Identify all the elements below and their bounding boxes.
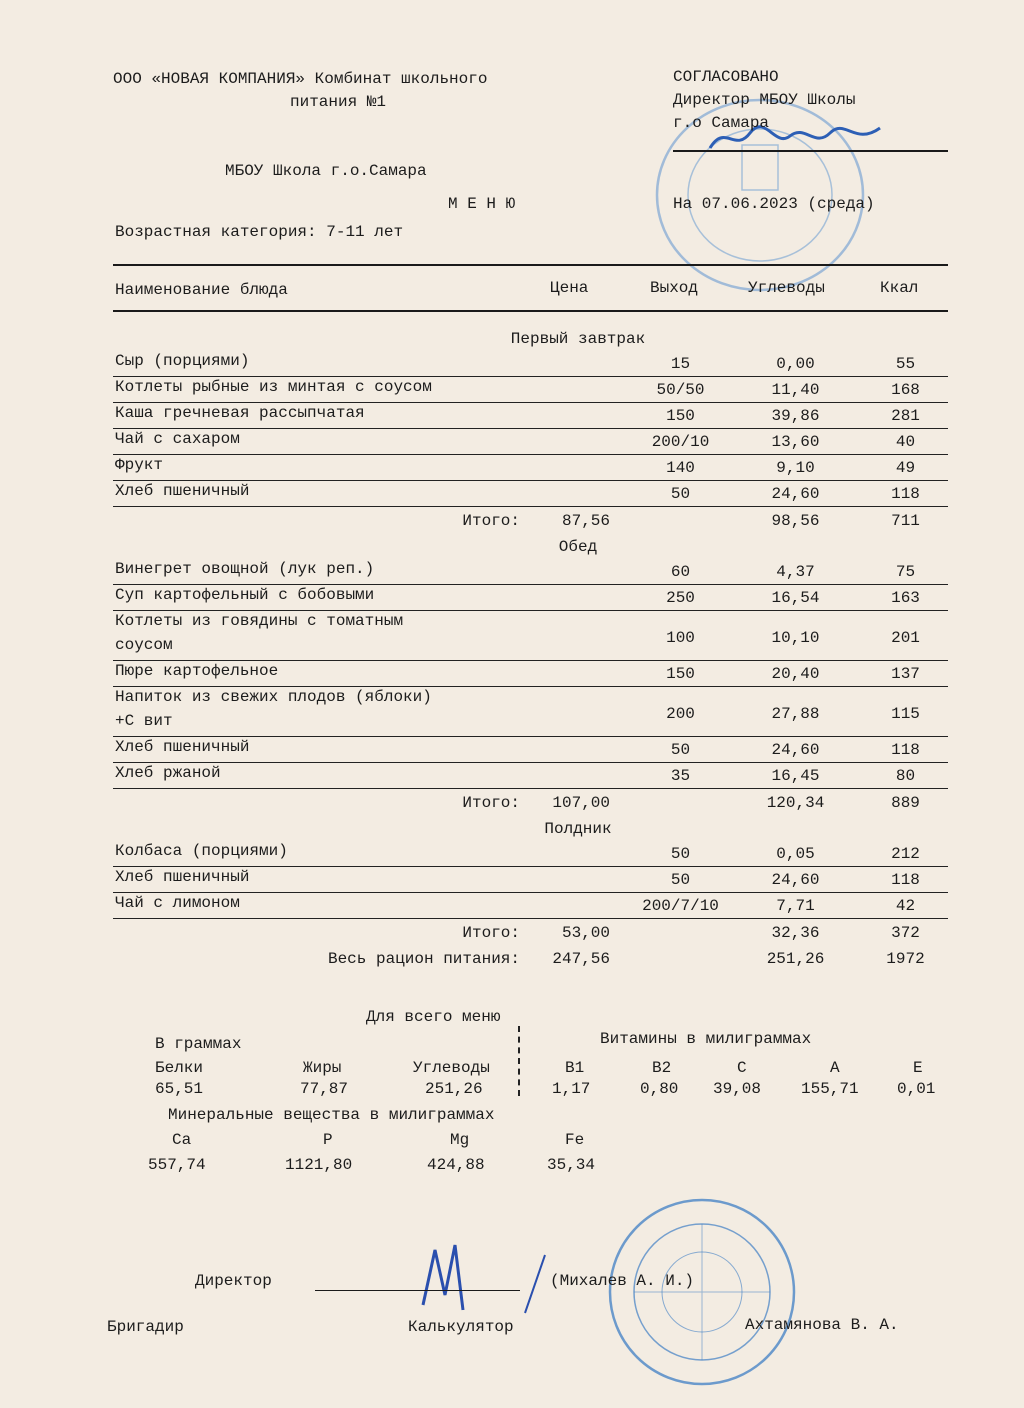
age-category: Возрастная категория: 7-11 лет: [115, 223, 404, 241]
dish-output: 100: [666, 629, 695, 647]
dish-kcal: 163: [891, 589, 920, 607]
table-row: [113, 559, 948, 585]
brigadier-label: Бригадир: [107, 1318, 184, 1336]
column-header-output: Выход: [650, 279, 699, 297]
section-total-row: [113, 789, 948, 815]
section-title: Полдник: [544, 820, 612, 838]
summary-divider: [518, 1026, 520, 1096]
column-header-name: Наименование блюда: [115, 281, 288, 299]
table-row: [113, 481, 948, 507]
grams-carbs-value: 251,26: [425, 1080, 483, 1098]
dish-carbs: 0,00: [776, 355, 815, 373]
dish-output: 35: [670, 767, 691, 785]
dish-name: Хлеб пшеничный: [115, 482, 250, 500]
vitamin-c-label: C: [737, 1059, 747, 1077]
dish-kcal: 80: [895, 767, 916, 785]
dish-name: Колбаса (порциями): [115, 842, 288, 860]
section-title: Обед: [558, 538, 598, 556]
vitamin-b2-value: 0,80: [640, 1080, 679, 1098]
dish-name: Каша гречневая рассыпчатая: [115, 404, 365, 422]
calculator-label: Калькулятор: [408, 1318, 514, 1336]
company-name: ООО «НОВАЯ КОМПАНИЯ» Комбинат школьного: [113, 70, 488, 88]
table-row: [113, 403, 948, 429]
column-header-carbs: Углеводы: [748, 279, 825, 297]
total-kcal: 889: [891, 794, 920, 812]
approval-signature-line: [673, 150, 948, 152]
grams-protein-value: 65,51: [155, 1080, 204, 1098]
total-price: 87,56: [561, 512, 610, 530]
menu-table: [113, 325, 948, 971]
calculator-name: Ахтамянова В. А.: [745, 1316, 899, 1334]
dish-carbs: 24,60: [771, 485, 820, 503]
table-header-rule: [113, 310, 948, 312]
dish-carbs: 16,45: [771, 767, 820, 785]
dish-name: Котлеты рыбные из минтая с соусом: [115, 378, 432, 396]
company-name-line2: питания №1: [290, 93, 387, 111]
total-label: Итого:: [462, 794, 520, 812]
dish-kcal: 49: [895, 459, 916, 477]
vitamin-a-value: 155,71: [801, 1080, 859, 1098]
total-carbs: 32,36: [771, 924, 820, 942]
grand-total-kcal: 1972: [886, 950, 925, 968]
table-row: [113, 737, 948, 763]
mineral-mg-label: Mg: [450, 1131, 470, 1149]
dish-output: 50: [670, 871, 691, 889]
vitamin-c-value: 39,08: [713, 1080, 762, 1098]
mineral-ca-value: 557,74: [148, 1156, 206, 1174]
table-row: [113, 377, 948, 403]
approver-title: Директор МБОУ Школы: [673, 91, 856, 109]
total-carbs: 98,56: [771, 512, 820, 530]
grand-total-price: 247,56: [552, 950, 610, 968]
vitamin-b2-label: B2: [652, 1059, 672, 1077]
dish-output: 200/7/10: [642, 897, 719, 915]
director-signature-line: [315, 1290, 520, 1291]
mineral-p-value: 1121,80: [285, 1156, 353, 1174]
section-title: Первый завтрак: [510, 330, 646, 348]
dish-name: Пюре картофельное: [115, 662, 279, 680]
dish-kcal: 168: [891, 381, 920, 399]
mineral-ca-label: Ca: [172, 1131, 192, 1149]
dish-output: 250: [666, 589, 695, 607]
section-total-row: [113, 507, 948, 533]
dish-carbs: 24,60: [771, 871, 820, 889]
dish-name: Хлеб пшеничный: [115, 738, 250, 756]
dish-carbs: 9,10: [776, 459, 815, 477]
dish-output: 150: [666, 665, 695, 683]
dish-kcal: 115: [891, 705, 920, 723]
dish-kcal: 118: [891, 741, 920, 759]
dish-carbs: 13,60: [771, 433, 820, 451]
dish-output: 200/10: [651, 433, 710, 451]
vitamin-e-value: 0,01: [897, 1080, 936, 1098]
dish-carbs: 27,88: [771, 705, 820, 723]
dish-kcal: 42: [895, 897, 916, 915]
dish-output: 50: [670, 741, 691, 759]
dish-output: 50/50: [656, 381, 705, 399]
dish-name: Напиток из свежих плодов (яблоки) +С вит: [115, 688, 432, 730]
dish-name: Чай с лимоном: [115, 894, 240, 912]
section-header: [113, 533, 948, 559]
grand-total-row: [113, 945, 948, 971]
dish-kcal: 212: [891, 845, 920, 863]
table-row: [113, 455, 948, 481]
table-top-rule: [113, 264, 948, 266]
dish-carbs: 10,10: [771, 629, 820, 647]
total-kcal: 711: [891, 512, 920, 530]
vitamin-a-label: A: [830, 1059, 840, 1077]
mineral-fe-label: Fe: [565, 1131, 585, 1149]
total-price: 107,00: [552, 794, 610, 812]
vitamin-e-label: E: [913, 1059, 923, 1077]
grams-carbs-label: Углеводы: [413, 1059, 490, 1077]
company-stamp: [605, 1195, 800, 1390]
column-header-kcal: Ккал: [880, 279, 919, 297]
dish-kcal: 75: [895, 563, 916, 581]
grand-total-label: Весь рацион питания:: [327, 950, 520, 968]
dish-output: 50: [670, 485, 691, 503]
summary-title: Для всего меню: [366, 1008, 501, 1026]
dish-carbs: 24,60: [771, 741, 820, 759]
minerals-label: Минеральные вещества в милиграммах: [168, 1106, 495, 1124]
table-row: [113, 585, 948, 611]
table-row: [113, 611, 948, 661]
total-label: Итого:: [462, 512, 520, 530]
dish-name: Фрукт: [115, 456, 164, 474]
section-header: [113, 325, 948, 351]
dish-output: 60: [670, 563, 691, 581]
document-title: М Е Н Ю: [448, 195, 516, 213]
dish-carbs: 39,86: [771, 407, 820, 425]
dish-output: 140: [666, 459, 695, 477]
dish-carbs: 11,40: [771, 381, 820, 399]
dish-name: Чай с сахаром: [115, 430, 240, 448]
director-label: Директор: [195, 1272, 272, 1290]
dish-output: 150: [666, 407, 695, 425]
total-price: 53,00: [561, 924, 610, 942]
dish-output: 50: [670, 845, 691, 863]
table-row: [113, 867, 948, 893]
total-kcal: 372: [891, 924, 920, 942]
approved-label: СОГЛАСОВАНО: [673, 68, 779, 86]
table-row: [113, 841, 948, 867]
dish-kcal: 281: [891, 407, 920, 425]
dish-output: 200: [666, 705, 695, 723]
dish-kcal: 118: [891, 871, 920, 889]
grams-fat-label: Жиры: [303, 1059, 342, 1077]
section-header: [113, 815, 948, 841]
vitamin-b1-value: 1,17: [552, 1080, 591, 1098]
table-row: [113, 661, 948, 687]
director-signature: [415, 1235, 565, 1315]
table-row: [113, 893, 948, 919]
dish-name: Сыр (порциями): [115, 352, 250, 370]
dish-name: Хлеб пшеничный: [115, 868, 250, 886]
mineral-p-label: P: [323, 1131, 333, 1149]
grams-label: В граммах: [155, 1035, 242, 1053]
dish-name: Суп картофельный с бобовыми: [115, 586, 375, 604]
dish-name: Котлеты из говядины с томатным соусом: [115, 612, 404, 654]
table-row: [113, 429, 948, 455]
total-carbs: 120,34: [766, 794, 825, 812]
vitamin-b1-label: B1: [565, 1059, 585, 1077]
director-name: (Михалев А. И.): [550, 1272, 695, 1290]
dish-kcal: 137: [891, 665, 920, 683]
grams-fat-value: 77,87: [300, 1080, 349, 1098]
table-row: [113, 351, 948, 377]
mineral-mg-value: 424,88: [427, 1156, 485, 1174]
dish-kcal: 40: [895, 433, 916, 451]
grams-protein-label: Белки: [155, 1059, 204, 1077]
table-row: [113, 763, 948, 789]
column-header-price: Цена: [550, 279, 589, 297]
vitamins-label: Витамины в милиграммах: [600, 1030, 812, 1048]
dish-kcal: 118: [891, 485, 920, 503]
dish-output: 15: [670, 355, 691, 373]
grand-total-carbs: 251,26: [766, 950, 825, 968]
total-label: Итого:: [462, 924, 520, 942]
table-row: [113, 687, 948, 737]
school-name: МБОУ Школа г.о.Самара: [225, 162, 427, 180]
mineral-fe-value: 35,34: [547, 1156, 596, 1174]
dish-carbs: 4,37: [776, 563, 815, 581]
dish-name: Винегрет овощной (лук реп.): [115, 560, 375, 578]
dish-kcal: 55: [895, 355, 916, 373]
dish-carbs: 7,71: [776, 897, 815, 915]
dish-carbs: 20,40: [771, 665, 820, 683]
section-total-row: [113, 919, 948, 945]
dish-carbs: 16,54: [771, 589, 820, 607]
dish-carbs: 0,05: [776, 845, 815, 863]
approver-city: г.о Самара: [673, 114, 770, 132]
dish-kcal: 201: [891, 629, 920, 647]
menu-date: На 07.06.2023 (среда): [673, 195, 875, 213]
dish-name: Хлеб ржаной: [115, 764, 221, 782]
